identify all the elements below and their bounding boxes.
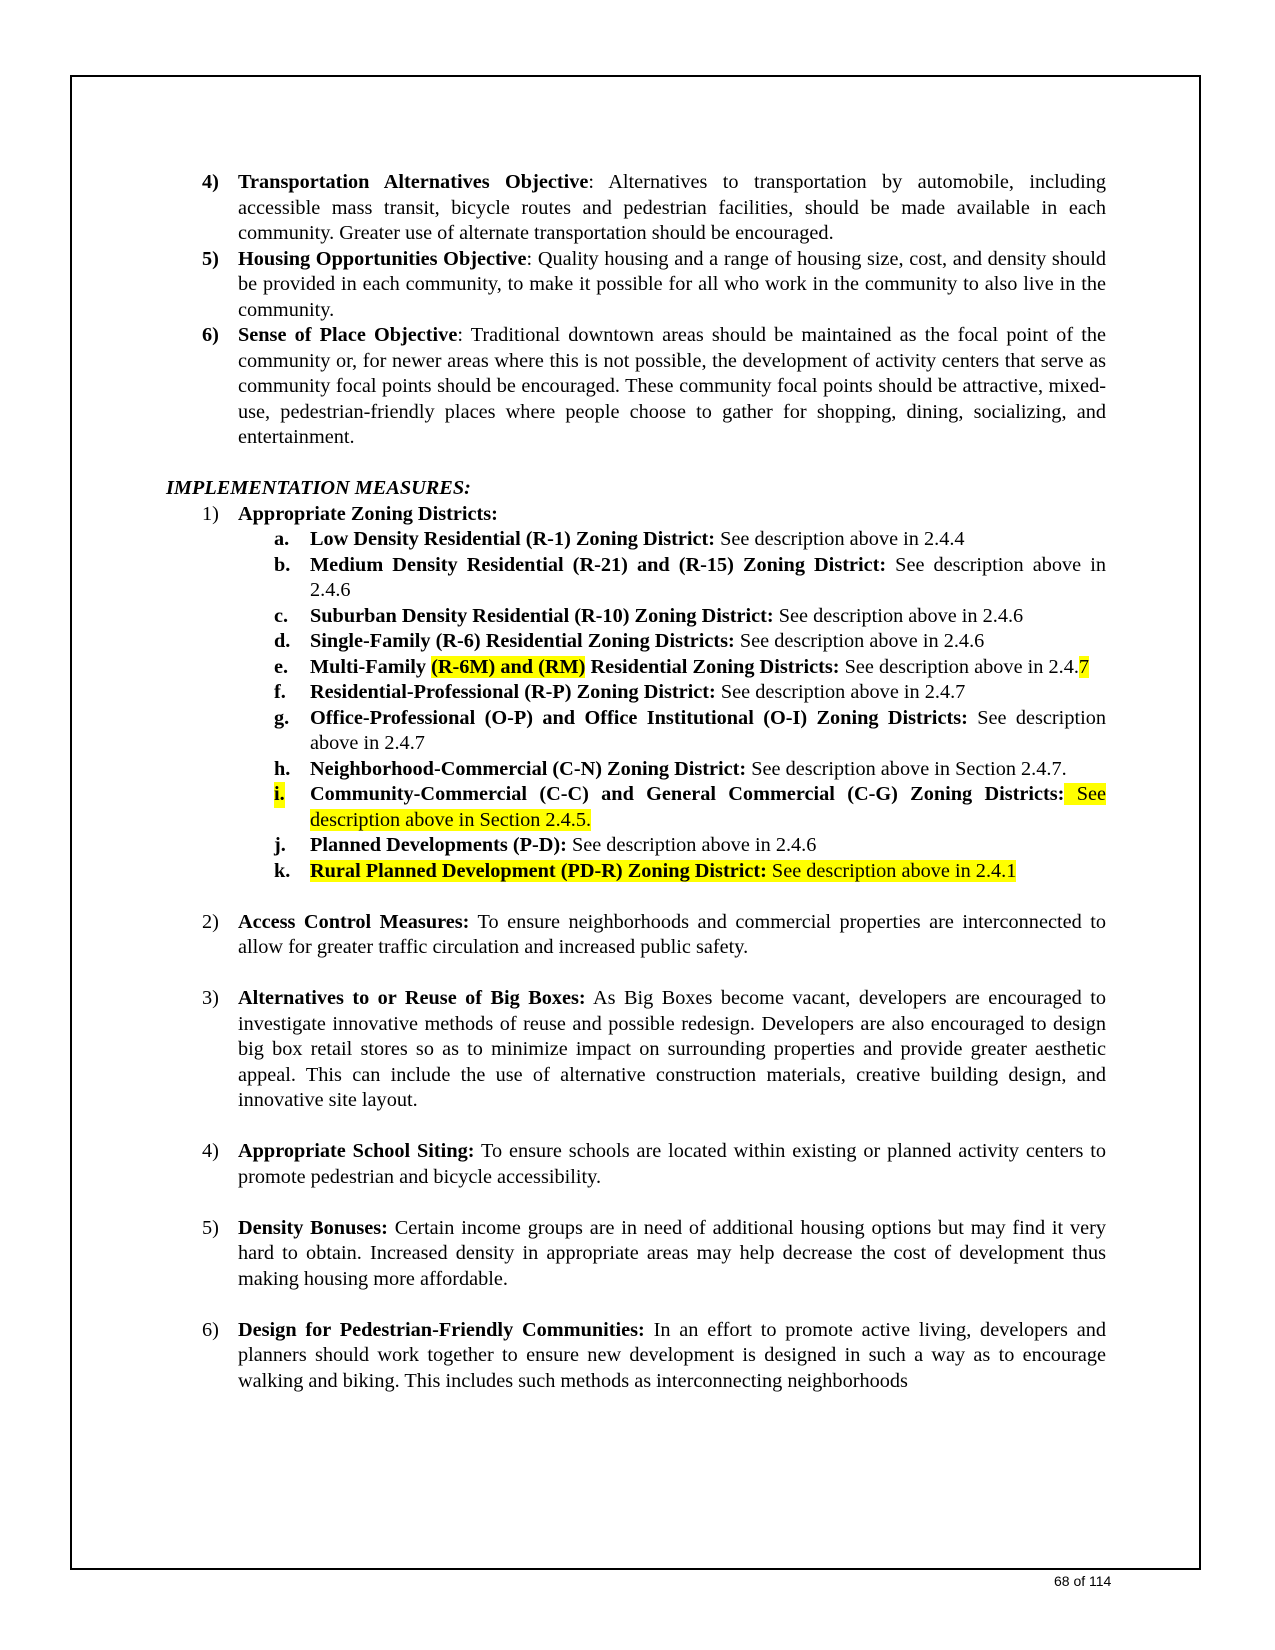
objective-sense-of-place (202, 323, 1106, 451)
objective-text: : Quality housing and a range of housing size, cost, and density should be provided in each community, to make it possible for all who work in the community to also live in the community. (238, 247, 1106, 321)
subitem-title: Medium Density Residential (R-21) and (R-15) Zoning District: (310, 553, 887, 576)
subitem-text: See description above in 2.4.4 (715, 528, 965, 550)
measure-text: To ensure schools are located within existing or planned activity centers to promote pedestrian and bicycle accessibility. (238, 1140, 1106, 1188)
subitem-text: See description above in 2.4. (839, 655, 1079, 678)
measure-text: As Big Boxes become vacant, developers are encouraged to investigate innovative methods of reuse and possible redesign. Developers are also encouraged to design big box retail stores so as to minimize impact on surrounding properties and provide greater aesthetic appeal. This can include the use of alternative construction materials, creative building design, and innovative site layout. (238, 987, 1106, 1111)
objective-text: : Alternatives to transportation by automobile, including accessible mass transit, bicycle routes and pedestrian facilities, should be made available in each community. Greater use of alternate transportation should be encouraged. (238, 171, 1106, 244)
subitem-d (274, 629, 1106, 655)
objective-transportation (202, 170, 1106, 247)
subitem-i (274, 782, 1106, 833)
subitem-b (274, 553, 1106, 604)
list-number: 3) (202, 987, 219, 1009)
subitem-j (274, 833, 1106, 859)
list-number: 5) (202, 1216, 219, 1239)
list-number: 6) (202, 324, 219, 346)
list-letter: a. (274, 528, 290, 550)
measure-density-bonuses (202, 1216, 1106, 1293)
subitem-e (274, 655, 1106, 681)
list-letter: b. (274, 553, 291, 576)
subitem-title: Planned Developments (P-D): (310, 834, 567, 856)
list-letter: g. (274, 706, 290, 729)
list-letter: d. (274, 630, 291, 652)
list-number: 1) (202, 502, 219, 525)
subitem-text: See description above in 2.4.7 (310, 706, 1107, 754)
subitem-text: See description above in 2.4.6 (773, 604, 1024, 627)
objective-title: Sense of Place Objective (238, 324, 458, 346)
document-body (0, 170, 1275, 1394)
subitem-text: See description above in 2.4.6 (734, 630, 985, 652)
subitem-text: See description above in 2.4.7 (715, 681, 966, 703)
subitem-text: See description above in Section 2.4.7. (746, 757, 1067, 780)
subitem-text: See description above in 2.4.6 (566, 834, 817, 856)
measure-title: Alternatives to or Reuse of Big Boxes: (238, 987, 586, 1009)
measure-access-control (202, 910, 1106, 961)
measure-text: To ensure neighborhoods and commercial properties are interconnected to allow for greater traffic circulation and increased public safety. (238, 910, 1106, 958)
subitem-title: Single-Family (R-6) Residential Zoning Districts: (310, 630, 735, 652)
list-number: 2) (202, 910, 219, 933)
subitem-title: Suburban Density Residential (R-10) Zoning District: (310, 604, 774, 627)
highlighted-text: (R-6M) and (RM) (431, 655, 586, 678)
list-number: 5) (202, 247, 219, 270)
list-letter: j. (274, 834, 286, 856)
subitem-title-post: Residential Zoning Districts: (585, 655, 840, 678)
list-letter: k. (274, 859, 291, 882)
subitem-h (274, 757, 1106, 783)
measure-title: Appropriate Zoning Districts: (238, 502, 498, 525)
list-number: 6) (202, 1318, 219, 1341)
measure-pedestrian-friendly (202, 1318, 1106, 1395)
list-letter: c. (274, 604, 289, 627)
measure-text: In an effort to promote active living, developers and planners should work together to ensure new development is designed in such a way as to encourage walking and biking. This includes such methods as interconnecting neighborhoods (238, 1318, 1106, 1392)
subitem-c (274, 604, 1106, 630)
measure-text: Certain income groups are in need of additional housing options but may find it very hard to obtain. Increased density in appropriate areas may help decrease the cost of development thus making housing more affordable. (238, 1216, 1106, 1290)
subitem-a (274, 527, 1106, 553)
section-heading: IMPLEMENTATION MEASURES: (166, 477, 471, 499)
highlighted-text: 7 (1078, 655, 1090, 678)
subitem-title: Residential-Professional (R-P) Zoning District: (310, 681, 716, 703)
measure-title: Design for Pedestrian-Friendly Communities: (238, 1318, 645, 1341)
objective-housing (202, 247, 1106, 324)
subitem-title: Community-Commercial (C-C) and General Commercial (C-G) Zoning Districts: (310, 783, 1065, 805)
measure-zoning-districts (202, 502, 1106, 528)
list-letter: e. (274, 655, 289, 678)
objective-text: : Traditional downtown areas should be maintained as the focal point of the community or, for newer areas where this is not possible, the development of activity centers that serve as community focal points should be encouraged. These community focal points should be attractive, mixed-use, pedestrian-friendly places where people choose to gather for shopping, dining, socializing, and entertainment. (238, 324, 1106, 448)
list-letter: i. (274, 782, 285, 808)
objective-title: Housing Opportunities Objective (238, 247, 527, 270)
measure-title: Appropriate School Siting: (238, 1140, 475, 1162)
page-number: 68 of 114 (1054, 1573, 1112, 1589)
subitem-title: Neighborhood-Commercial (C-N) Zoning District: (310, 757, 747, 780)
subitem-text: See description above in 2.4.6 (310, 553, 1106, 601)
list-number: 4) (202, 1140, 219, 1162)
measure-big-boxes (202, 986, 1106, 1114)
subitem-title-pre: Multi-Family (310, 655, 432, 678)
list-letter: h. (274, 757, 291, 780)
objective-title: Transportation Alternatives Objective (238, 171, 589, 193)
list-letter: f. (274, 681, 286, 703)
subitem-title: Office-Professional (O-P) and Office Institutional (O-I) Zoning Districts: (310, 706, 968, 729)
list-number: 4) (202, 171, 219, 193)
subitem-k (274, 859, 1106, 885)
subitem-title: Rural Planned Development (PD-R) Zoning District: (310, 859, 767, 882)
measure-title: Access Control Measures: (238, 910, 470, 933)
subitem-title: Low Density Residential (R-1) Zoning District: (310, 528, 716, 550)
measure-title: Density Bonuses: (238, 1216, 388, 1239)
measure-school-siting (202, 1139, 1106, 1190)
subitem-f (274, 680, 1106, 706)
highlighted-text: See description above in 2.4.1 (766, 859, 1017, 882)
subitem-g (274, 706, 1107, 757)
highlighted-text: See description above in Section 2.4.5. (310, 783, 1106, 831)
